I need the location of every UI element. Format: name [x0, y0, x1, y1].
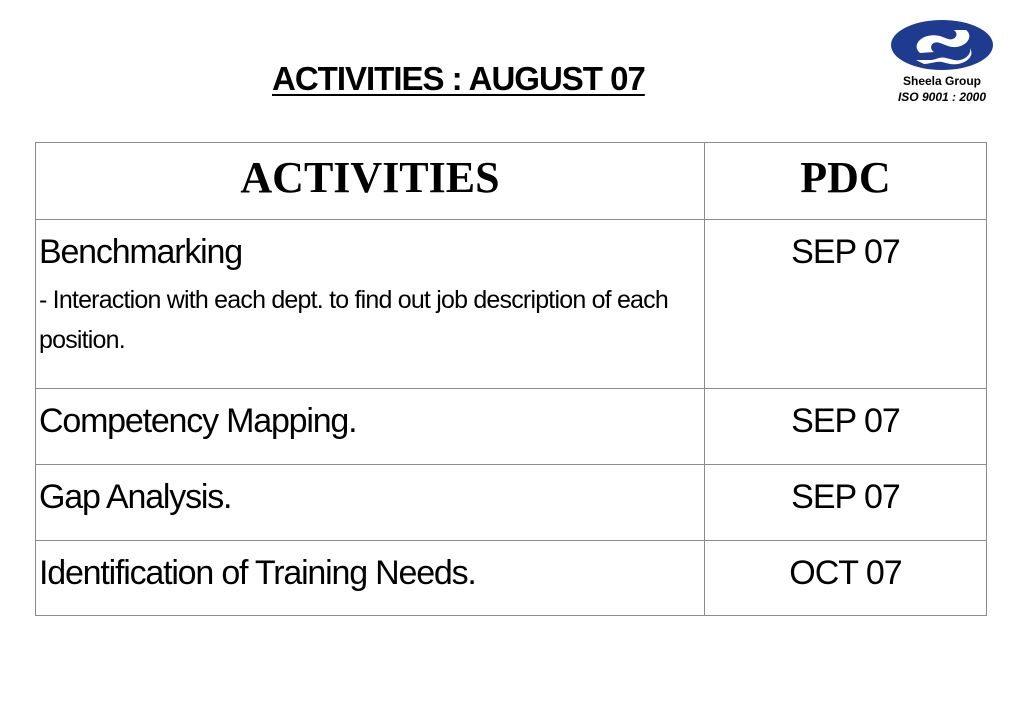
table-row: [36, 541, 987, 616]
pdc-date: OCT 07: [789, 554, 902, 592]
activity-cell: [36, 220, 705, 389]
activity-name: Identification of Training Needs.: [39, 554, 476, 592]
activity-detail: - Interaction with each dept. to find out job description of each position.: [39, 286, 668, 354]
pdc-cell: [705, 541, 987, 616]
pdc-date: SEP 07: [791, 402, 900, 440]
table-header-row: [36, 143, 987, 220]
pdc-cell: [705, 465, 987, 541]
activity-cell: [36, 389, 705, 465]
pdc-date: SEP 07: [791, 478, 900, 516]
pdc-cell: [705, 389, 987, 465]
activity-cell: [36, 541, 705, 616]
activity-name: Gap Analysis.: [39, 478, 232, 516]
logo-iso-certification: ISO 9001 : 2000: [897, 90, 987, 104]
column-header-activities: ACTIVITIES: [36, 143, 705, 220]
activity-name: Benchmarking: [39, 233, 242, 271]
activity-name: Competency Mapping.: [39, 402, 357, 440]
pdc-date: SEP 07: [791, 233, 900, 271]
table-row: [36, 389, 987, 465]
table-row: [36, 465, 987, 541]
page-title: ACTIVITIES : AUGUST 07: [272, 60, 645, 97]
logo-company-name: Sheela Group: [902, 74, 982, 88]
activity-cell: [36, 465, 705, 541]
pdc-cell: [705, 220, 987, 389]
column-header-pdc: PDC: [705, 143, 987, 220]
activities-table: [35, 142, 987, 616]
company-logo: [874, 18, 1010, 108]
sheela-group-logo-icon: [890, 18, 994, 72]
table-row: [36, 220, 987, 389]
